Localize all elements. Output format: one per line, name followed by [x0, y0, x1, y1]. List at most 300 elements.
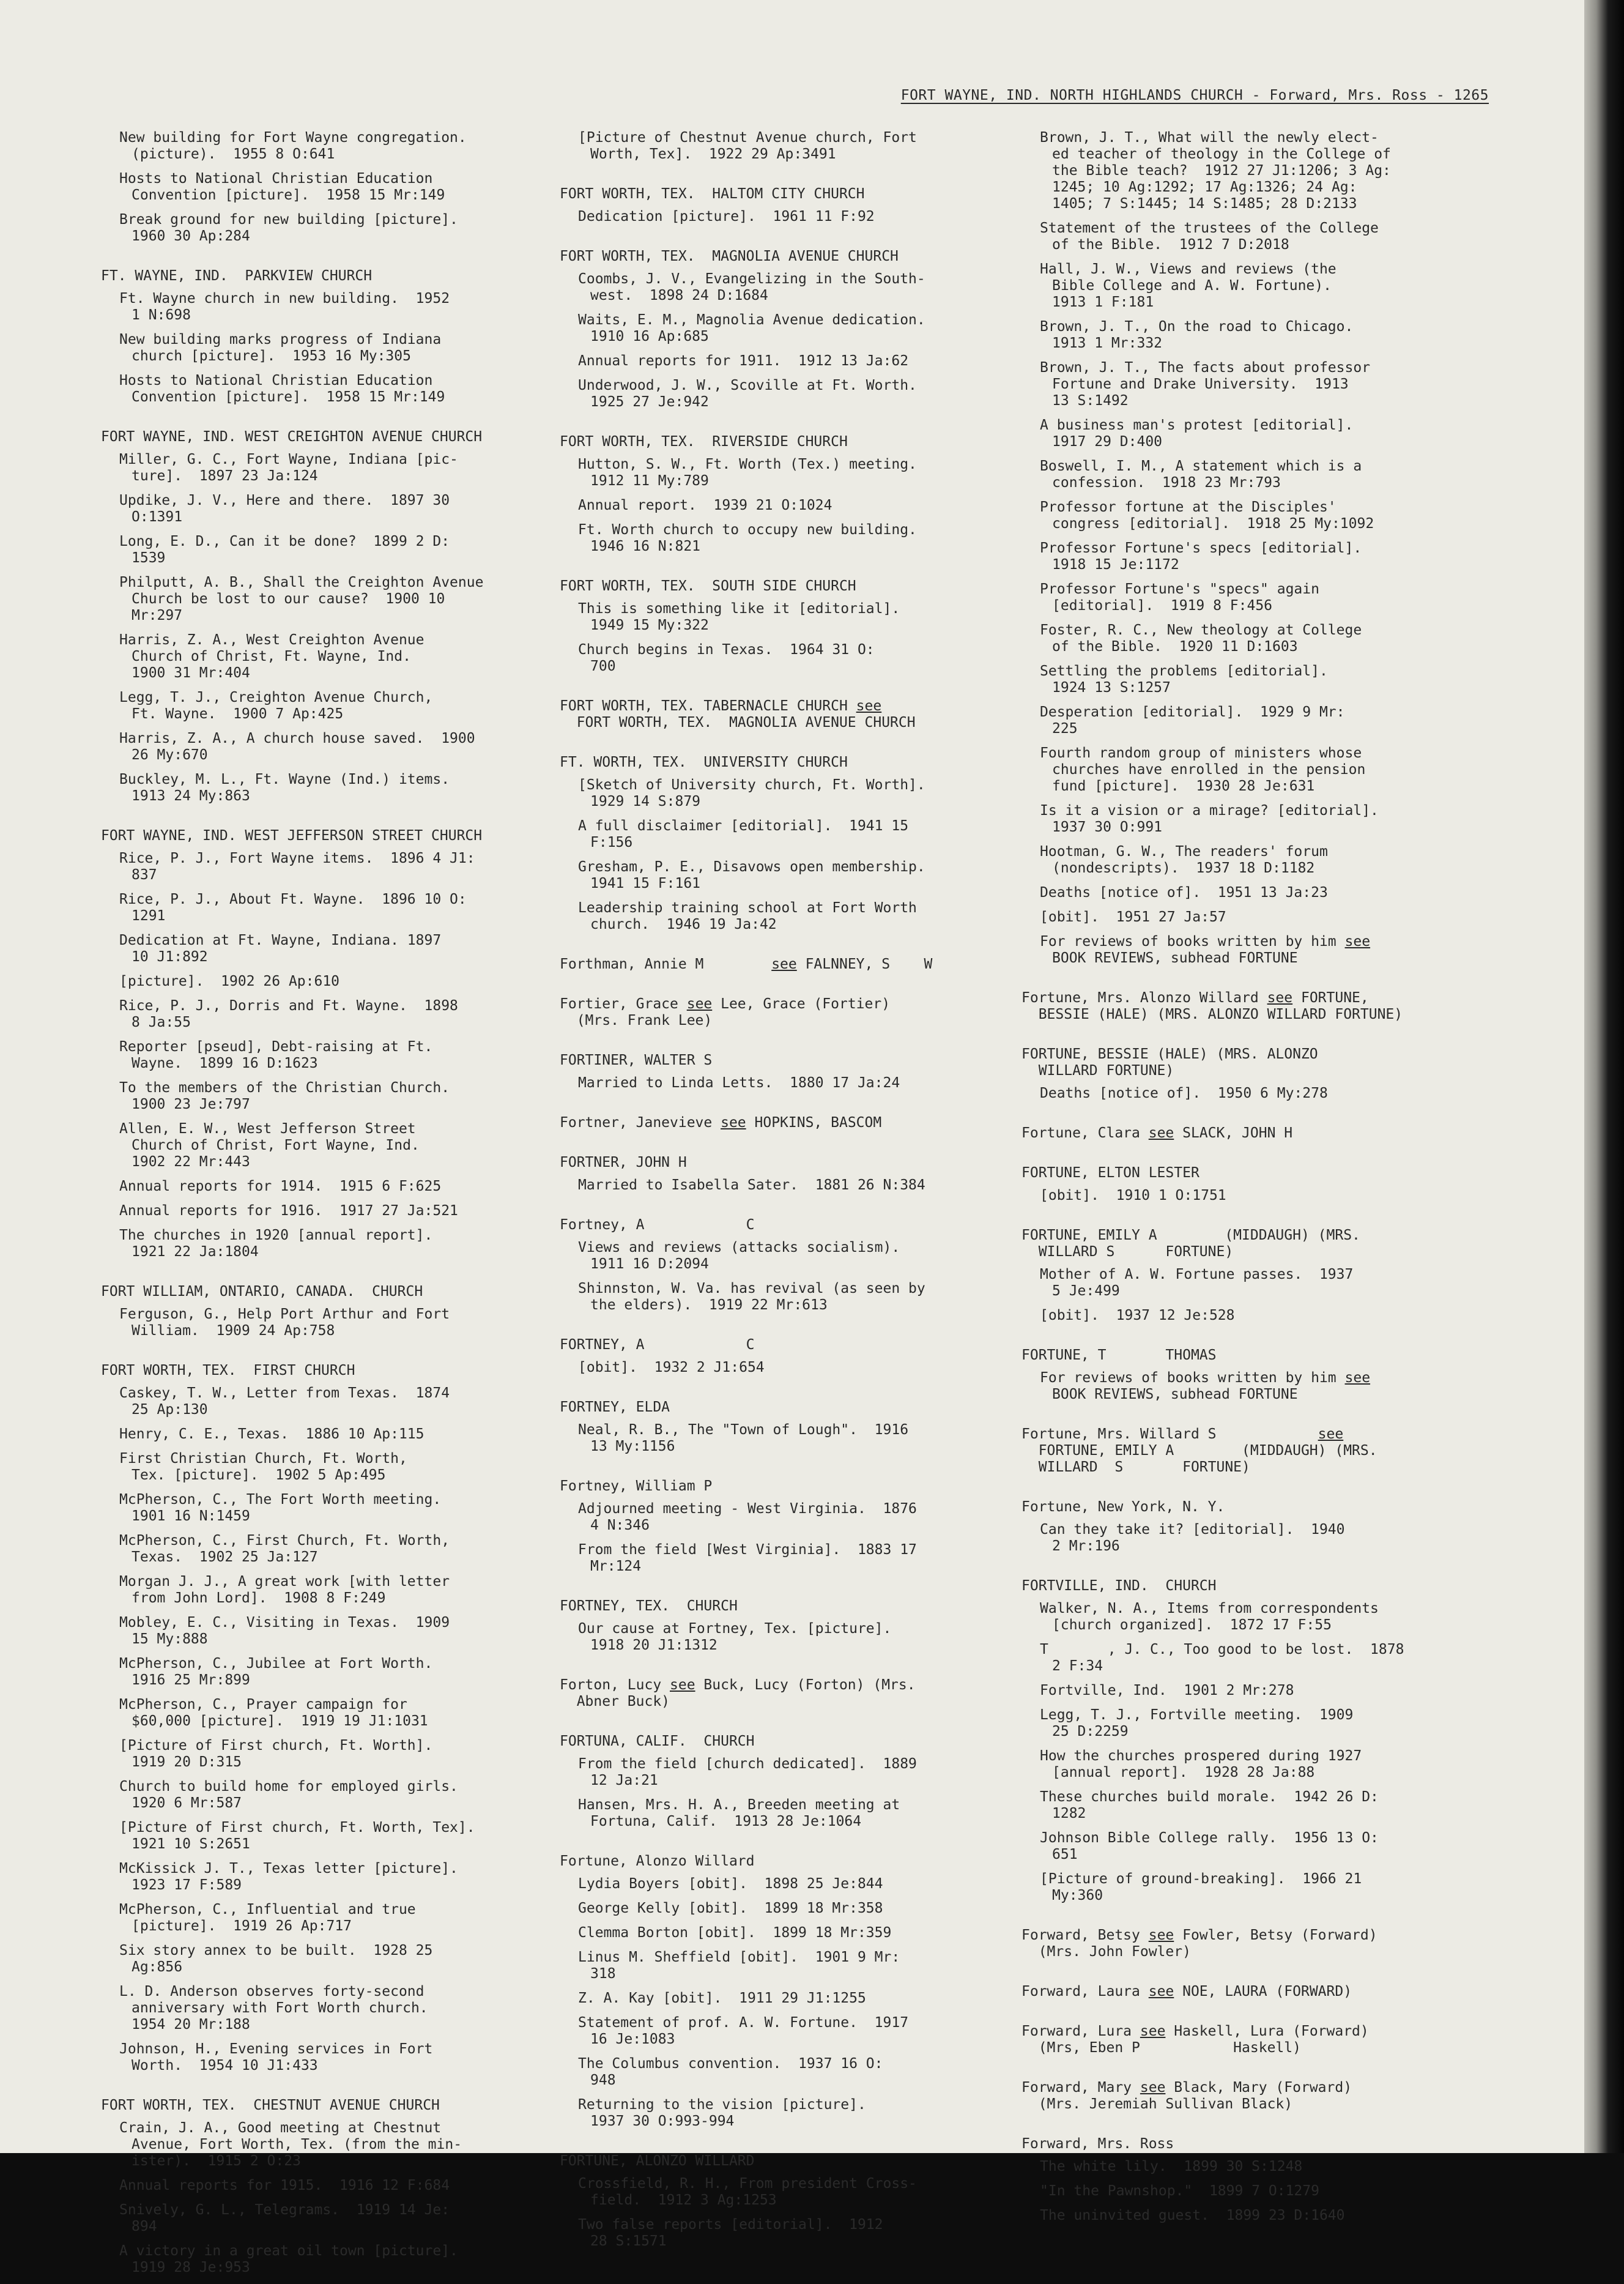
entry-line: 894 [132, 2219, 157, 2234]
index-entry [119, 1039, 554, 1072]
entry-line: ture]. 1897 23 Ja:124 [132, 468, 318, 484]
entry-line: Clemma Borton [obit]. 1899 18 Mr:359 [578, 1925, 892, 1941]
entry-line: Dedication at Ft. Wayne, Indiana. 1897 [119, 932, 442, 948]
index-entry [119, 1385, 554, 1418]
entry-line: 1916 25 Mr:899 [132, 1672, 250, 1688]
entry-line: Worth, Tex]. 1922 29 Ap:3491 [590, 146, 836, 162]
entry-line: Married to Linda Letts. 1880 17 Ja:24 [578, 1075, 900, 1091]
entry-line: 225 [1052, 721, 1078, 737]
entry-line: Our cause at Fortney, Tex. [picture]. [578, 1621, 892, 1637]
entry-line: 8 Ja:55 [132, 1014, 191, 1030]
entry-line: Ferguson, G., Help Port Arthur and Fort [119, 1306, 450, 1322]
entry-line: 651 [1052, 1847, 1078, 1862]
index-entry [119, 1227, 554, 1260]
index-entry [578, 456, 1012, 489]
entry-line: Underwood, J. W., Scoville at Ft. Worth. [578, 378, 917, 393]
entry-line: The churches in 1920 [annual report]. [119, 1227, 433, 1243]
index-entry [1040, 2159, 1474, 2175]
entry-line: Reporter [pseud], Debt-raising at Ft. [119, 1039, 433, 1055]
entry-line: [Picture of Chestnut Avenue church, Fort [578, 130, 917, 146]
entry-line: Crossfield, R. H., From president Cross- [578, 2176, 917, 2192]
entry-line: the Bible teach? 1912 27 J1:1206; 3 Ag: [1052, 163, 1391, 179]
index-heading: Fortney, A C [560, 1217, 755, 1233]
index-entry [119, 171, 554, 204]
entry-line: Morgan J. J., A great work [with letter [119, 1574, 450, 1590]
entry-line: Lydia Boyers [obit]. 1898 25 Je:844 [578, 1876, 883, 1892]
index-entry [1040, 885, 1474, 901]
entry-line: McPherson, C., First Church, Ft. Worth, [119, 1533, 450, 1549]
entry-line: Boswell, I. M., A statement which is a [1040, 458, 1362, 474]
entry-line: the elders). 1919 22 Mr:613 [590, 1297, 828, 1313]
entry-line: from John Lord]. 1908 8 F:249 [132, 1590, 386, 1606]
entry-line: McPherson, C., Influential and true [119, 1902, 416, 1918]
entry-line: Henry, C. E., Texas. 1886 10 Ap:115 [119, 1426, 425, 1442]
index-entry [119, 973, 554, 990]
index-entry [578, 2056, 1012, 2089]
index-entry [119, 534, 554, 567]
index-entry [578, 497, 1012, 514]
index-entry [1040, 1188, 1474, 1204]
entry-line: 1913 1 Mr:332 [1052, 335, 1163, 351]
index-entry [578, 312, 1012, 345]
entry-line: [obit]. 1932 2 J1:654 [578, 1360, 765, 1375]
index-entry [119, 291, 554, 324]
entry-line: BOOK REVIEWS, subhead FORTUNE [1052, 950, 1298, 966]
index-heading: Forward, Betsy see Fowler, Betsy (Forward) (Mrs. John Fowler) [1021, 1927, 1377, 1960]
entry-line: [obit]. 1937 12 Je:528 [1040, 1308, 1235, 1323]
entry-line: 1937 30 O:991 [1052, 819, 1163, 835]
entry-line: 2 F:34 [1052, 1658, 1103, 1674]
entry-line: Adjourned meeting - West Virginia. 1876 [578, 1501, 917, 1517]
entry-line: Is it a vision or a mirage? [editorial]. [1040, 803, 1379, 819]
index-entry [578, 1075, 1012, 1092]
entry-line: 1911 16 D:2094 [590, 1256, 709, 1272]
index-entry [1040, 1830, 1474, 1863]
index-entry [119, 1426, 554, 1443]
entry-line: [picture]. 1919 26 Ap:717 [132, 1918, 352, 1934]
entry-line: 10 J1:892 [132, 949, 208, 965]
entry-line: 28 S:1571 [590, 2233, 667, 2249]
index-entry [119, 2202, 554, 2235]
index-heading: Fortune, Mrs. Alonzo Willard see FORTUNE, BESSIE (HALE) (MRS. ALONZO WILLARD FORTUNE) [1021, 990, 1403, 1022]
index-heading: FT. WAYNE, IND. PARKVIEW CHURCH [101, 268, 373, 284]
entry-line: 1920 6 Mr:587 [132, 1795, 242, 1811]
entry-line: 1282 [1052, 1806, 1086, 1821]
entry-line: anniversary with Fort Worth church. [132, 2000, 428, 2016]
entry-line: A victory in a great oil town [picture]. [119, 2243, 458, 2259]
index-heading: FORTNEY, TEX. CHURCH [560, 1598, 738, 1614]
entry-line: Leadership training school at Fort Worth [578, 900, 917, 916]
index-entry [578, 777, 1012, 810]
entry-line: Church begins in Texas. 1964 31 O: [578, 642, 875, 658]
entry-line: First Christian Church, Ft. Worth, [119, 1451, 407, 1467]
entry-line: Brown, J. T., What will the newly elect- [1040, 130, 1379, 146]
entry-line: 25 Ap:130 [132, 1402, 208, 1418]
index-entry [1040, 2183, 1474, 2200]
index-entry [578, 900, 1012, 933]
entry-line: 25 D:2259 [1052, 1724, 1129, 1739]
entry-line: Hansen, Mrs. H. A., Breeden meeting at [578, 1797, 900, 1813]
entry-line: Johnson Bible College rally. 1956 13 O: [1040, 1830, 1379, 1846]
index-heading: FORT WORTH, TEX. RIVERSIDE CHURCH [560, 434, 848, 450]
entry-line: Foster, R. C., New theology at College [1040, 622, 1362, 638]
entry-line: Rice, P. J., Dorris and Ft. Wayne. 1898 [119, 998, 458, 1014]
index-heading: FORTUNA, CALIF. CHURCH [560, 1733, 755, 1749]
index-entry [119, 452, 554, 485]
entry-line: Married to Isabella Sater. 1881 26 N:384 [578, 1177, 925, 1193]
entry-line: Dedication [picture]. 1961 11 F:92 [578, 209, 875, 225]
index-entry [578, 2176, 1012, 2209]
entry-line: confession. 1918 23 Mr:793 [1052, 475, 1281, 491]
index-heading: FORTINER, WALTER S [560, 1052, 713, 1068]
entry-line: Linus M. Sheffield [obit]. 1901 9 Mr: [578, 1949, 900, 1965]
entry-line: A full disclaimer [editorial]. 1941 15 [578, 818, 909, 834]
index-entry [119, 332, 554, 365]
index-entry [1040, 130, 1474, 212]
entry-line: Deaths [notice of]. 1951 13 Ja:23 [1040, 885, 1328, 901]
index-entry [119, 1080, 554, 1113]
entry-line: Professor Fortune's specs [editorial]. [1040, 540, 1362, 556]
index-entry [1040, 803, 1474, 836]
index-entry [119, 891, 554, 924]
index-entry [578, 1177, 1012, 1194]
index-entry [119, 1861, 554, 1894]
entry-line: Philputt, A. B., Shall the Creighton Avenue [119, 575, 484, 590]
index-entry [1040, 909, 1474, 926]
index-heading: FORTUNE, T THOMAS [1021, 1347, 1217, 1363]
index-heading: Fortune, Mrs. Willard S see FORTUNE, EMILY A (MIDDAUGH) (MRS. WILLARD S FORTUNE) [1021, 1426, 1377, 1475]
entry-line: The white lily. 1899 30 S:1248 [1040, 2159, 1303, 2174]
index-entry [119, 731, 554, 764]
entry-line: churches have enrolled in the pension [1052, 762, 1366, 778]
entry-line: Miller, G. C., Fort Wayne, Indiana [pic- [119, 452, 458, 467]
index-entry [578, 1876, 1012, 1892]
index-heading: FORT WORTH, TEX. TABERNACLE CHURCH see FORT WORTH, TEX. MAGNOLIA AVENUE CHURCH [560, 698, 916, 731]
index-heading: FT. WORTH, TEX. UNIVERSITY CHURCH [560, 754, 848, 770]
index-entry [1040, 499, 1474, 532]
entry-line: Mr:124 [590, 1558, 642, 1574]
index-heading: FORTUNE, ELTON LESTER [1021, 1165, 1199, 1181]
index-entry [119, 1615, 554, 1648]
entry-line: [Picture of First church, Ft. Worth]. [119, 1738, 433, 1754]
index-entry [578, 1949, 1012, 1982]
entry-line: Tex. [picture]. 1902 5 Ap:495 [132, 1467, 386, 1483]
index-entry [1040, 540, 1474, 573]
entry-line: 1946 16 N:821 [590, 538, 701, 554]
index-heading: FORT WILLIAM, ONTARIO, CANADA. CHURCH [101, 1284, 423, 1300]
index-entry [1040, 745, 1474, 795]
entry-line: Professor Fortune's "specs" again [1040, 581, 1319, 597]
index-heading: FORT WAYNE, IND. WEST CREIGHTON AVENUE CHURCH [101, 429, 483, 445]
entry-line: Convention [picture]. 1958 15 Mr:149 [132, 389, 445, 405]
entry-line: 1917 29 D:400 [1052, 434, 1163, 450]
entry-line: 1954 20 Mr:188 [132, 2017, 250, 2033]
entry-line: of the Bible. 1920 11 D:1603 [1052, 639, 1298, 655]
index-heading: FORTNEY, A C [560, 1337, 755, 1353]
index-entry [1040, 1642, 1474, 1675]
entry-line: Harris, Z. A., A church house saved. 1900 [119, 731, 475, 746]
entry-line: of the Bible. 1912 7 D:2018 [1052, 237, 1289, 253]
entry-line: The Columbus convention. 1937 16 O: [578, 2056, 883, 2072]
entry-line: Annual reports for 1916. 1917 27 Ja:521 [119, 1203, 458, 1219]
entry-line: Views and reviews (attacks socialism). [578, 1240, 900, 1255]
index-heading: Fortner, Janevieve see HOPKINS, BASCOM [560, 1115, 882, 1131]
entry-line: (nondescripts). 1937 18 D:1182 [1052, 860, 1315, 876]
entry-line: 1539 [132, 550, 166, 566]
entry-line: Worth. 1954 10 J1:433 [132, 2058, 318, 2074]
entry-line: "In the Pawnshop." 1899 7 O:1279 [1040, 2183, 1319, 2199]
entry-line: Professor fortune at the Disciples' [1040, 499, 1337, 515]
index-heading: FORTNER, JOHN H [560, 1155, 687, 1170]
index-heading: Forward, Lura see Haskell, Lura (Forward) (Mrs, Eben P Haskell) [1021, 2023, 1369, 2056]
entry-line: McPherson, C., Prayer campaign for [119, 1697, 407, 1713]
index-entry [119, 1306, 554, 1339]
entry-line: Hosts to National Christian Education [119, 171, 433, 187]
entry-line: O:1391 [132, 509, 183, 525]
index-entry [1040, 458, 1474, 491]
entry-line: George Kelly [obit]. 1899 18 Mr:358 [578, 1900, 883, 1916]
entry-line: Caskey, T. W., Letter from Texas. 1874 [119, 1385, 450, 1401]
entry-line: For reviews of books written by him see [1040, 1370, 1371, 1386]
index-entry [119, 2243, 554, 2276]
index-entry [119, 1738, 554, 1771]
index-entry [119, 2041, 554, 2074]
entry-line: For reviews of books written by him see [1040, 934, 1371, 950]
entry-line: Hutton, S. W., Ft. Worth (Tex.) meeting. [578, 456, 917, 472]
entry-line: William. 1909 24 Ap:758 [132, 1323, 335, 1339]
index-entry [578, 1925, 1012, 1941]
entry-line: Rice, P. J., About Ft. Wayne. 1896 10 O: [119, 891, 467, 907]
index-entry [1040, 663, 1474, 696]
entry-line: Church be lost to our cause? 1900 10 [132, 591, 445, 607]
index-entry [578, 1990, 1012, 2007]
entry-line: 1960 30 Ap:284 [132, 228, 250, 244]
index-entry [119, 575, 554, 624]
entry-line: Waits, E. M., Magnolia Avenue dedication. [578, 312, 925, 328]
entry-line: [obit]. 1951 27 Ja:57 [1040, 909, 1226, 925]
index-entry [578, 601, 1012, 634]
entry-line: 1949 15 My:322 [590, 617, 709, 633]
entry-line: 1405; 7 S:1445; 14 S:1485; 28 D:2133 [1052, 196, 1357, 212]
index-entry [119, 130, 554, 163]
entry-line: 1913 24 My:863 [132, 788, 250, 804]
index-entry [119, 932, 554, 965]
entry-line: T , J. C., Too good to be lost. 1878 [1040, 1642, 1404, 1657]
index-entry [578, 130, 1012, 163]
index-entry [1040, 1601, 1474, 1634]
index-heading: FORT WORTH, TEX. SOUTH SIDE CHURCH [560, 578, 856, 594]
entry-line: McPherson, C., Jubilee at Fort Worth. [119, 1656, 433, 1672]
index-heading: Forthman, Annie M see FALNNEY, S W [560, 956, 933, 972]
entry-line: Updike, J. V., Here and there. 1897 30 [119, 493, 450, 508]
index-entry [578, 2097, 1012, 2130]
entry-line: Church of Christ, Fort Wayne, Ind. [132, 1137, 420, 1153]
index-entry [1040, 1748, 1474, 1781]
entry-line: Ft. Wayne. 1900 7 Ap:425 [132, 706, 344, 722]
index-entry [578, 1621, 1012, 1654]
index-heading: Forward, Laura see NOE, LAURA (FORWARD) [1021, 1984, 1352, 1999]
entry-line: Deaths [notice of]. 1950 6 My:278 [1040, 1085, 1328, 1101]
index-entry [1040, 261, 1474, 311]
entry-line: To the members of the Christian Church. [119, 1080, 450, 1096]
index-entry [1040, 1522, 1474, 1555]
entry-line: Church to build home for employed girls. [119, 1779, 458, 1795]
index-heading: Forton, Lucy see Buck, Lucy (Forton) (Mrs. Abner Buck) [560, 1677, 916, 1709]
index-column-1 [101, 130, 554, 2284]
entry-line: [Picture of First church, Ft. Worth, Tex]. [119, 1820, 475, 1836]
entry-line: Crain, J. A., Good meeting at Chestnut [119, 2120, 442, 2136]
entry-line: Allen, E. W., West Jefferson Street [119, 1121, 416, 1137]
entry-line: (picture). 1955 8 O:641 [132, 146, 335, 162]
entry-line: Annual reports for 1915. 1916 12 F:684 [119, 2178, 450, 2193]
entry-line: New building marks progress of Indiana [119, 332, 442, 348]
entry-line: congress [editorial]. 1918 25 My:1092 [1052, 516, 1374, 532]
entry-line: 2 Mr:196 [1052, 1538, 1120, 1554]
entry-line: $60,000 [picture]. 1919 19 J1:1031 [132, 1713, 428, 1729]
index-entry [119, 1492, 554, 1525]
index-entry [578, 818, 1012, 851]
entry-line: Ag:856 [132, 1959, 183, 1975]
entry-line: Fortune and Drake University. 1913 [1052, 376, 1349, 392]
entry-line: Z. A. Kay [obit]. 1911 29 J1:1255 [578, 1990, 866, 2006]
entry-line: Desperation [editorial]. 1929 9 Mr: [1040, 704, 1345, 720]
index-entry [119, 1820, 554, 1853]
index-entry [578, 1756, 1012, 1789]
index-entry [578, 1281, 1012, 1314]
index-entry [578, 859, 1012, 892]
index-entry [578, 1797, 1012, 1830]
entry-line: Hootman, G. W., The readers' forum [1040, 844, 1328, 860]
entry-line: Legg, T. J., Fortville meeting. 1909 [1040, 1707, 1354, 1723]
entry-line: McKissick J. T., Texas letter [picture]. [119, 1861, 458, 1877]
index-entry [578, 271, 1012, 304]
entry-line: Settling the problems [editorial]. [1040, 663, 1328, 679]
entry-line: Gresham, P. E., Disavows open membership. [578, 859, 925, 875]
entry-line: L. D. Anderson observes forty-second [119, 1984, 425, 1999]
entry-line: 1919 28 Je:953 [132, 2260, 250, 2275]
entry-line: fund [picture]. 1930 28 Je:631 [1052, 778, 1315, 794]
index-entry [578, 1360, 1012, 1376]
entry-line: Mother of A. W. Fortune passes. 1937 [1040, 1267, 1354, 1282]
index-heading: Forward, Mrs. Ross [1021, 2136, 1174, 2152]
index-heading: FORTUNE, EMILY A (MIDDAUGH) (MRS. WILLARD S FORTUNE) [1021, 1227, 1360, 1260]
entry-line: Fortville, Ind. 1901 2 Mr:278 [1040, 1683, 1294, 1698]
entry-line: From the field [church dedicated]. 1889 [578, 1756, 917, 1772]
index-entry [119, 2178, 554, 2194]
entry-line: My:360 [1052, 1888, 1103, 1903]
entry-line: 1901 16 N:1459 [132, 1508, 250, 1524]
index-heading: FORT WORTH, TEX. FIRST CHURCH [101, 1363, 355, 1378]
index-entry [1040, 581, 1474, 614]
index-entry [119, 373, 554, 406]
entry-line: Hosts to National Christian Education [119, 373, 433, 389]
entry-line: How the churches prospered during 1927 [1040, 1748, 1362, 1764]
index-heading: FORTUNE, BESSIE (HALE) (MRS. ALONZO WILLARD FORTUNE) [1021, 1046, 1318, 1079]
entry-line: A business man's protest [editorial]. [1040, 417, 1354, 433]
index-entry [119, 1984, 554, 2033]
entry-line: Coombs, J. V., Evangelizing in the South- [578, 271, 925, 287]
index-entry [119, 1656, 554, 1689]
index-column-2 [560, 130, 1012, 2258]
entry-line: Annual reports for 1914. 1915 6 F:625 [119, 1178, 442, 1194]
index-entry [119, 1574, 554, 1607]
index-heading: FORT WAYNE, IND. WEST JEFFERSON STREET CHURCH [101, 828, 483, 844]
index-entry [119, 1697, 554, 1730]
entry-line: 1912 11 My:789 [590, 473, 709, 489]
index-entry [578, 642, 1012, 675]
entry-line: 1902 22 Mr:443 [132, 1154, 250, 1170]
entry-line: Rice, P. J., Fort Wayne items. 1896 4 J1: [119, 850, 475, 866]
index-entry [1040, 1370, 1474, 1403]
index-entry [1040, 1789, 1474, 1822]
index-entry [1040, 844, 1474, 877]
index-entry [119, 1533, 554, 1566]
entry-line: ister). 1915 2 O:23 [132, 2153, 301, 2169]
index-heading: FORT WORTH, TEX. HALTOM CITY CHURCH [560, 186, 865, 202]
entry-line: 1918 15 Je:1172 [1052, 557, 1179, 573]
entry-line: 1929 14 S:879 [590, 794, 701, 809]
index-entry [119, 1451, 554, 1484]
index-entry [578, 1900, 1012, 1917]
index-entry [1040, 360, 1474, 409]
entry-line: Six story annex to be built. 1928 25 [119, 1943, 433, 1959]
index-entry [119, 998, 554, 1031]
index-entry [119, 212, 554, 245]
index-entry [1040, 622, 1474, 655]
entry-line: 1921 10 S:2651 [132, 1836, 250, 1852]
entry-line: [church organized]. 1872 17 F:55 [1052, 1617, 1332, 1633]
entry-line: Fortuna, Calif. 1913 28 Je:1064 [590, 1813, 862, 1829]
entry-line: New building for Fort Wayne congregation. [119, 130, 467, 146]
index-entry [119, 1779, 554, 1812]
index-entry [578, 1240, 1012, 1273]
entry-line: 1 N:698 [132, 307, 191, 323]
index-entry [119, 1902, 554, 1935]
entry-line: 1900 31 Mr:404 [132, 665, 250, 681]
index-entry [119, 850, 554, 883]
entry-line: 4 N:346 [590, 1517, 650, 1533]
index-entry [119, 1121, 554, 1170]
entry-line: Ft. Worth church to occupy new building. [578, 522, 917, 538]
entry-line: 1923 17 F:589 [132, 1877, 242, 1893]
entry-line: Ft. Wayne church in new building. 1952 [119, 291, 450, 307]
index-entry [578, 522, 1012, 555]
index-entry [119, 2120, 554, 2170]
entry-line: Statement of prof. A. W. Fortune. 1917 [578, 2015, 909, 2031]
index-entry [119, 632, 554, 682]
entry-line: 1245; 10 Ag:1292; 17 Ag:1326; 24 Ag: [1052, 179, 1357, 195]
index-entry [578, 2217, 1012, 2250]
entry-line: Johnson, H., Evening services in Fort [119, 2041, 433, 2057]
entry-line: 16 Je:1083 [590, 2031, 675, 2047]
entry-line: Walker, N. A., Items from correspondents [1040, 1601, 1379, 1616]
index-heading: FORT WORTH, TEX. MAGNOLIA AVENUE CHURCH [560, 248, 899, 264]
entry-line: 1900 23 Je:797 [132, 1096, 250, 1112]
entry-line: Snively, G. L., Telegrams. 1919 14 Je: [119, 2202, 450, 2218]
entry-line: Convention [picture]. 1958 15 Mr:149 [132, 187, 445, 203]
entry-line: [Picture of ground-breaking]. 1966 21 [1040, 1871, 1362, 1887]
index-entry [1040, 319, 1474, 352]
entry-line: 26 My:670 [132, 747, 208, 763]
index-heading: Fortune, Clara see SLACK, JOHN H [1021, 1125, 1293, 1141]
entry-line: Statement of the trustees of the College [1040, 220, 1379, 236]
index-entry [1040, 417, 1474, 450]
entry-line: Avenue, Fort Worth, Tex. (from the min- [132, 2137, 462, 2152]
index-entry [578, 209, 1012, 225]
entry-line: BOOK REVIEWS, subhead FORTUNE [1052, 1386, 1298, 1402]
entry-line: These churches build morale. 1942 26 D: [1040, 1789, 1379, 1805]
entry-line: 1924 13 S:1257 [1052, 680, 1171, 696]
